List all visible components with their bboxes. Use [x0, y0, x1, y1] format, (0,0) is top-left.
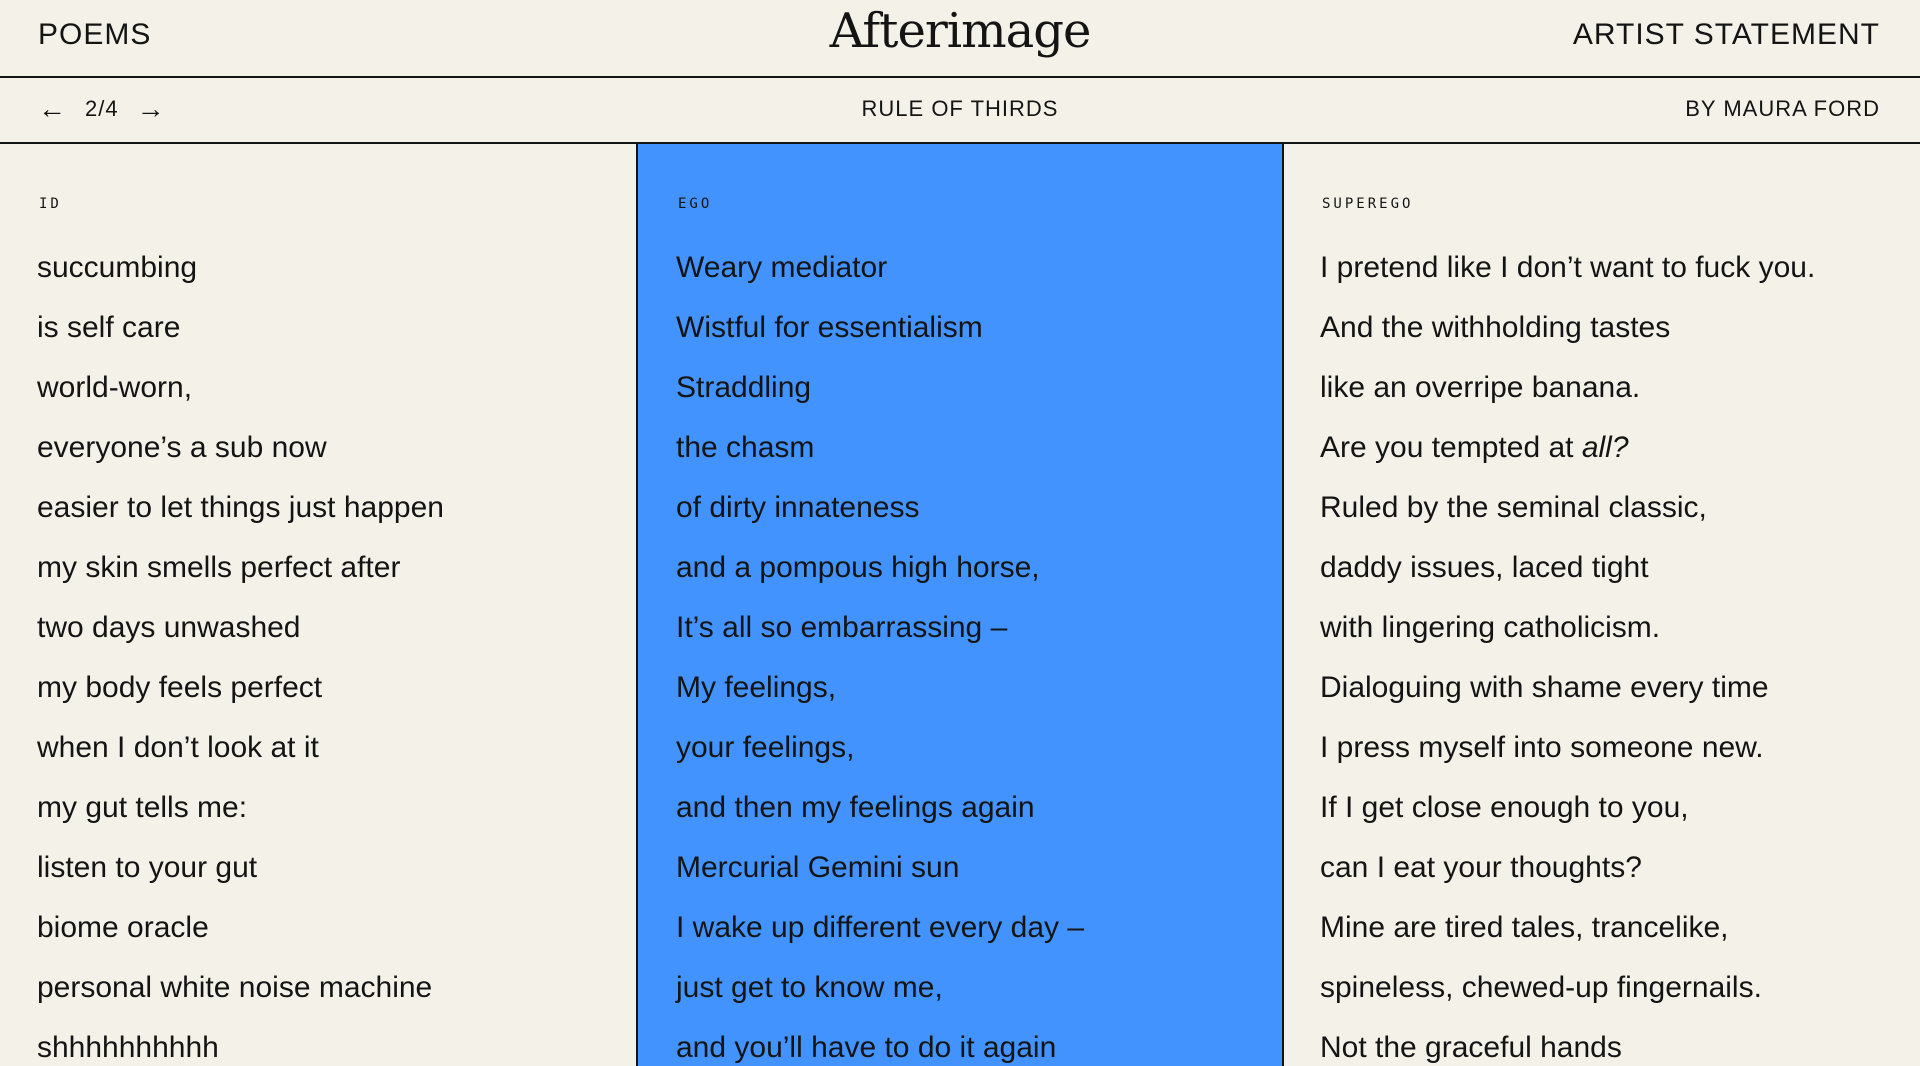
poem-line: easier to let things just happen [37, 491, 444, 524]
poem-line: And the withholding tastes [1320, 311, 1671, 344]
poem-line: your feelings, [676, 731, 855, 764]
column-label-superego: SUPEREGO [1322, 196, 1414, 212]
column-superego [1284, 144, 1920, 1066]
poem-lines-id [37, 238, 636, 1066]
column-id [0, 144, 636, 1066]
poem-line: of dirty innateness [676, 491, 920, 524]
poem-lines-superego [1320, 238, 1920, 1066]
poem-line: my skin smells perfect after [37, 551, 401, 584]
poem-line: just get to know me, [676, 971, 943, 1004]
poem-line: Wistful for essentialism [676, 311, 983, 344]
poem-title: RULE OF THIRDS [861, 96, 1059, 121]
poem-line: and you’ll have to do it again [676, 1031, 1057, 1064]
column-label-id: ID [39, 196, 62, 212]
poem-line: My feelings, [676, 671, 837, 704]
poem-line: and a pompous high horse, [676, 551, 1040, 584]
poem-line: my body feels perfect [37, 671, 323, 704]
poem-line: shhhhhhhhhh [37, 1031, 219, 1064]
poem-line: succumbing [37, 251, 198, 284]
poem-line-emphasis: all? [1581, 431, 1629, 464]
poem-line: Ruled by the seminal classic, [1320, 491, 1707, 524]
poem-line: my gut tells me: [37, 791, 248, 824]
poem-line: Mercurial Gemini sun [676, 851, 960, 884]
poem-info-bar [0, 78, 1920, 144]
poem-line: and then my feelings again [676, 791, 1035, 824]
poem-line: Dialoguing with shame every time [1320, 671, 1769, 704]
poem-line: is self care [37, 311, 181, 344]
poem-line: Weary mediator [676, 251, 888, 284]
site-title[interactable]: Afterimage [829, 3, 1091, 59]
arrow-left-icon[interactable]: ← [38, 93, 67, 124]
poem-line: If I get close enough to you, [1320, 791, 1689, 824]
poem-line: like an overripe banana. [1320, 371, 1641, 404]
poem-line: personal white noise machine [37, 971, 433, 1004]
poem-line: world-worn, [37, 371, 193, 404]
poem-line: the chasm [676, 431, 815, 464]
column-ego [636, 144, 1284, 1066]
poem-lines-ego [676, 238, 1282, 1066]
poem-line: It’s all so embarrassing – [676, 611, 1008, 644]
poem-line: spineless, chewed-up fingernails. [1320, 971, 1762, 1004]
poem-line: with lingering catholicism. [1320, 611, 1661, 644]
arrow-right-icon[interactable]: → [136, 93, 166, 124]
poem-line: Not the graceful hands [1320, 1031, 1622, 1064]
poem-columns [0, 144, 1920, 1066]
poem-line: I wake up different every day – [676, 911, 1085, 944]
site-header [0, 0, 1920, 78]
poem-line: everyone’s a sub now [37, 431, 327, 464]
poem-line: when I don’t look at it [37, 731, 319, 764]
poem-line: Straddling [676, 371, 812, 404]
page-indicator: 2/4 [85, 96, 119, 121]
poem-line: biome oracle [37, 911, 209, 944]
column-label-ego: EGO [678, 196, 713, 212]
poem-line: two days unwashed [37, 611, 301, 644]
poem-line: Mine are tired tales, trancelike, [1320, 911, 1729, 944]
poem-line: I pretend like I don’t want to fuck you. [1320, 251, 1816, 284]
poem-line: I press myself into someone new. [1320, 731, 1764, 764]
nav-artist-statement-link[interactable]: ARTIST STATEMENT [1572, 18, 1880, 51]
poem-line: listen to your gut [37, 851, 258, 884]
poem-line: can I eat your thoughts? [1320, 851, 1642, 884]
poem-line [1320, 418, 1920, 478]
poem-line: daddy issues, laced tight [1320, 551, 1649, 584]
poem-byline: BY MAURA FORD [1685, 96, 1880, 121]
poem-line-text: Are you tempted at [1320, 431, 1582, 464]
nav-poems-link[interactable]: POEMS [38, 18, 152, 51]
